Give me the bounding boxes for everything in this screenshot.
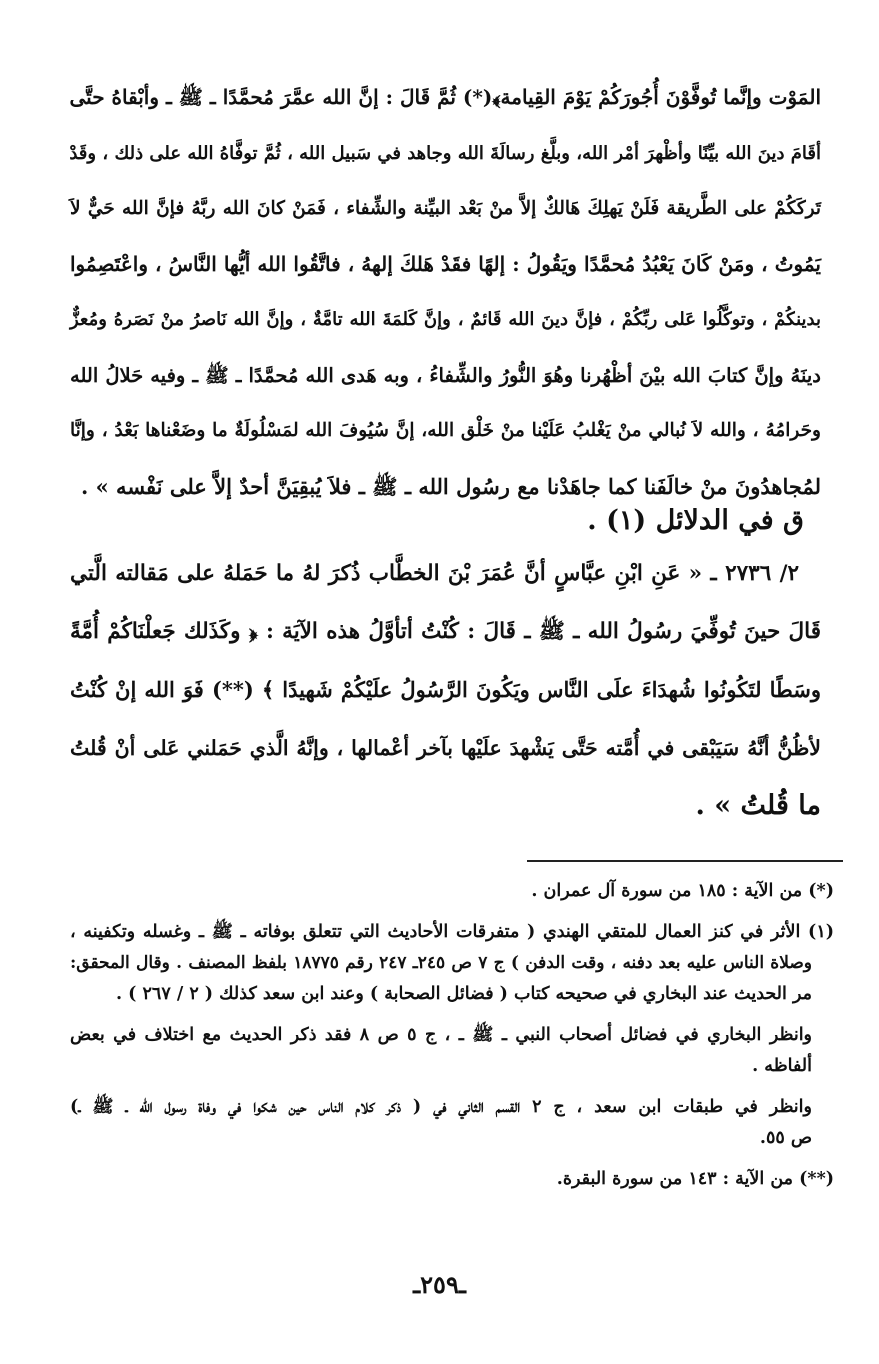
hadith-line: لأظُنُّ أنَّهُ سَيَبْقى في أُمَّته حَتَّى يَشْهدَ علَيْها بآخر أعْمالها ، وإنَّهُ الَّذي حَمَلني عَلى أنْ قُلتُ (70, 736, 821, 760)
text-line: يَمُوتُ ، ومَنْ كَانَ يَعْبُدُ مُحمَّدًا ويَقُولُ : إلهًا فقَدْ هَلكَ إلههُ ، فاتَّقُوا الله أيُّها النَّاسُ ، واعْتَصِمُوا (70, 251, 821, 276)
footnote-line: (*) من الآية : ١٨٥ من سورة آل عمران . (531, 881, 834, 901)
footnote-line: وانظر البخاري في فضائل أصحاب النبي ـ ﷺ ـ ، ج ٥ ص ٨ فقد ذكر الحديث مع اختلاف في بعض (70, 1025, 813, 1045)
footnote-line: (١) الأثر في كنز العمال للمتقي الهندي ( متفرقات الأحاديث التي تتعلق بوفاته ـ ﷺ ـ وغسله وتكفينه ، (70, 922, 834, 942)
footnote (70, 1164, 834, 1195)
source-reference: ق في الدلائل (١) . (587, 505, 804, 536)
footnote-divider (527, 860, 843, 862)
hadith-line: ٢/ ٢٧٣٦ ـ « عَنِ ابْنِ عبَّاسٍ أنَّ عُمَرَ بْنَ الخطَّاب ذُكرَ لهُ ما حَمَلهُ على مَقالته الَّتي (70, 561, 800, 586)
footnotes-section (70, 876, 834, 1195)
main-text-block (70, 70, 821, 514)
footnote-line: (**) من الآية : ١٤٣ من سورة البقرة. (556, 1169, 834, 1189)
hadith-line: قَالَ حينَ تُوفِّيَ رسُولُ الله ـ ﷺ ـ قَالَ : كُنْتُ أتأوَّلُ هذه الآيَة : ﴿ وكَذَلك جَعلْنَاكُمْ أُمَّةً (70, 619, 821, 644)
footnote-line: ألفاظه . (752, 1056, 812, 1076)
hadith-line: وسَطًا لتَكُونُوا شُهدَاءَ علَى النَّاس ويَكُونَ الرَّسُولُ علَيْكُمْ شَهيدًا ﴾ (**) فَوَ الله إنْ كُنْتُ (70, 677, 821, 702)
text-line: بدينكُمْ ، وتوكَّلُوا عَلى ربِّكُمْ ، فإنَّ دينَ الله قَائمٌ ، وإنَّ كَلمَةَ الله تامَّةٌ ، وإنَّ الله نَاصرُ منْ نَصَرهُ ومُعزٌّ (70, 309, 821, 330)
text-line: المَوْت وإنَّما تُوفَّوْنَ أُجُورَكُمْ يَوْمَ القِيامة﴾(*) ثُمَّ قَالَ : إنَّ الله عمَّرَ مُحمَّدًا ـ ﷺ ـ وأبْقاهُ حتَّى (69, 85, 821, 109)
text-line: أقَامَ دينَ الله بيِّنًا وأظْهرَ أمْر الله، وبلَّغ رسالَةَ الله وجاهد في سَبيل الله ، ثُمَّ توفَّاهُ الله على ذلك ، وقَدْ (69, 142, 821, 164)
footnote-line: ص ٥٥. (759, 1128, 812, 1148)
page-number: ـ٢٥٩ـ (413, 1270, 466, 1299)
footnote (70, 1092, 834, 1154)
footnote-line: وانظر في طبقات ابن سعد ، ج ٢ القسم الثاني في ( ذكر كلام الناس حين شكوا في وفاة رسول الله ـ ﷺ ـ) (70, 1097, 812, 1117)
hadith-block (70, 545, 821, 835)
hadith-line: ما قُلتُ » . (695, 790, 821, 821)
text-line: لمُجاهدُونَ منْ خالَفَنا كما جاهَدْنا مع رسُول الله ـ ﷺ ـ فلاَ يُبقِيَنَّ أحدٌ إلاَّ على نَفْسه » . (81, 473, 821, 499)
text-line: وحَرامُهُ ، والله لاَ نُبالي منْ يَغْلبُ عَلَيْنا منْ خَلْق الله، إنَّ سُيُوفَ الله لمَسْلُولَةٌ ما وضَعْناها بَعْدُ ، وإنَّا (70, 420, 821, 441)
footnote (70, 1020, 834, 1082)
text-line: تَركَكُمْ على الطَّريقة فَلَنْ يَهلِكَ هَالكٌ إلاَّ منْ بَعْد البيِّنة والشِّفاء ، فَمَنْ كانَ الله ربَّهُ فإنَّ الله حَيٌّ لاَ (70, 198, 821, 219)
footnote-line: وصلاة الناس عليه بعد دفنه ، وقت الدفن ) ج ٧ ص ٢٤٥ـ ٢٤٧ رقم ١٨٧٧٥ بلفظ المصنف . وقال المحقق: (70, 953, 813, 973)
footnote (70, 917, 834, 1010)
footnote-line: مر الحديث عند البخاري في صحيحه كتاب ( فضائل الصحابة ) وعند ابن سعد كذلك ( ٢ / ٢٦٧ ) . (115, 984, 812, 1004)
text-line: دينَهُ وإنَّ كتابَ الله بيْنَ أظْهُرنا وهُوَ النُّورُ والشِّفاءُ ، وبه هَدى الله مُحمَّدًا ـ ﷺ ـ وفيه حَلالُ الله (70, 363, 821, 387)
footnote (70, 876, 834, 907)
